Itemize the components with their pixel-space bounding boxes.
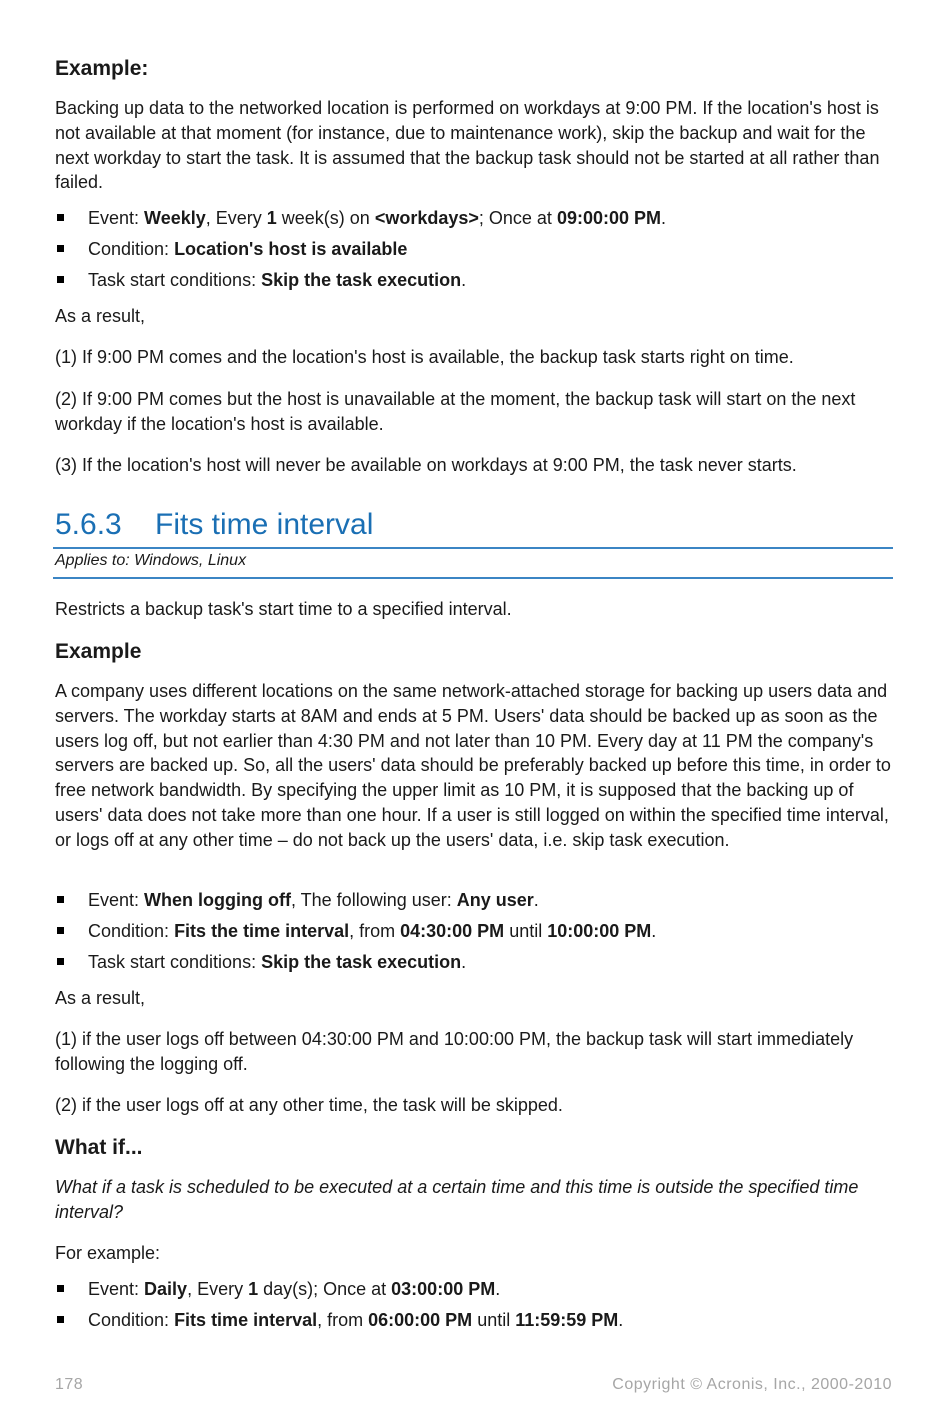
copyright-notice: Copyright © Acronis, Inc., 2000-2010 <box>612 1376 892 1393</box>
bullet-square-icon <box>57 214 64 221</box>
example-intro-paragraph: Backing up data to the networked location is performed on workdays at 9:00 PM. If the location's host is not available at that moment (for instance, due to maintenance work), skip the backup and wait for the next workday to start the task. It is assumed that the backup task should not be started at all rather than failed. <box>55 98 880 193</box>
bullet-square-icon <box>57 245 64 252</box>
result-intro: As a result, <box>55 988 146 1008</box>
result-item: (1) if the user logs off between 04:30:00 PM and 10:00:00 PM, the backup task will start immediately following the logging off. <box>55 1029 854 1074</box>
example-intro-paragraph: A company uses different locations on the same network-attached storage for backing up users data and servers. The workday starts at 8AM and ends at 5 PM. Users' data should be backed up as soon as the users log off, but not earlier than 4:30 PM and not later than 10 PM. Every day at 11 PM the company's servers are backed up. So, all the users' data should be preferably backed up before this time, in order to free network bandwidth. By specifying the upper limit as 10 PM, it is supposed that the backing up of users' data does not take more than one hour. If a user is still logged on within the specified time interval, or logs off at any other time – do not back up the users' data, i.e. skip task execution. <box>55 681 891 850</box>
bullet-square-icon <box>57 958 64 965</box>
result-item: (3) If the location's host will never be available on workdays at 9:00 PM, the task never starts. <box>55 455 797 475</box>
page-number: 178 <box>55 1376 84 1393</box>
bullet-square-icon <box>57 1285 64 1292</box>
section-divider <box>53 577 893 579</box>
section-number: 5.6.3 <box>55 508 122 541</box>
bullet-square-icon <box>57 927 64 934</box>
result-item: (2) if the user logs off at any other time, the task will be skipped. <box>55 1095 563 1115</box>
what-if-question: What if a task is scheduled to be executed at a certain time and this time is outside the specified time interval? <box>55 1177 859 1222</box>
section-description: Restricts a backup task's start time to a specified interval. <box>55 599 512 619</box>
applies-to-note: Applies to: Windows, Linux <box>55 552 247 569</box>
bullet-square-icon <box>57 1316 64 1323</box>
example-heading: Example <box>55 640 142 663</box>
section-title: Fits time interval <box>155 508 374 541</box>
for-example-label: For example: <box>55 1243 161 1263</box>
example-heading: Example: <box>55 57 149 80</box>
bullet-square-icon <box>57 896 64 903</box>
result-item: (1) If 9:00 PM comes and the location's host is available, the backup task starts right on time. <box>55 347 794 367</box>
section-divider <box>53 547 893 549</box>
result-intro: As a result, <box>55 306 146 326</box>
what-if-heading: What if... <box>55 1136 143 1159</box>
section-heading <box>55 508 373 542</box>
result-item: (2) If 9:00 PM comes but the host is unavailable at the moment, the backup task will start on the next workday if the location's host is available. <box>55 389 856 434</box>
bullet-square-icon <box>57 276 64 283</box>
